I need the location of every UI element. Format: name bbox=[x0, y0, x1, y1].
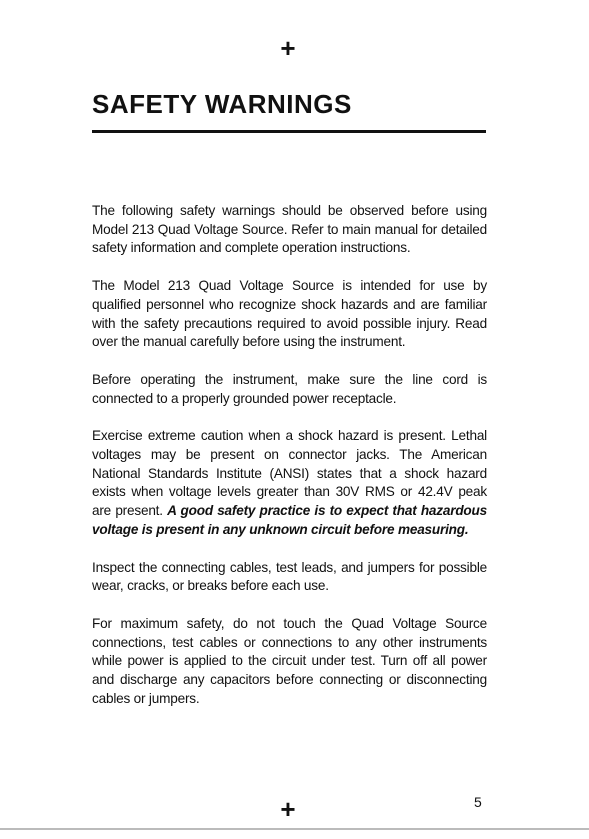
paragraph-qualified-personnel: The Model 213 Quad Voltage Source is intended for use by qualified personnel who recognize shock hazards and are familiar with the safety precautions required to avoid possible injury. Read over the manual carefully before using the instrument. bbox=[92, 278, 487, 350]
shock-hazard-text: Exercise extreme caution when a shock hazard is present. Lethal voltages may be present on connector jacks. The American National Standards Institute (ANSI) states that a shock hazard exists when voltage levels greater than 30V RMS or 42.4V peak are present. bbox=[92, 428, 487, 519]
scan-edge-line bbox=[0, 828, 589, 830]
paragraph-inspect-cables: Inspect the connecting cables, test leads, and jumpers for possible wear, cracks, or breaks before each use. bbox=[92, 559, 487, 594]
registration-mark-bottom: + bbox=[280, 794, 296, 824]
safety-practice-emphasis: A good safety practice is to expect that hazardous voltage is present in any unknown circuit before measuring. bbox=[92, 503, 487, 537]
page-title: SAFETY WARNINGS bbox=[92, 89, 352, 119]
paragraph-line-cord: Before operating the instrument, make sure the line cord is connected to a properly grounded power receptacle. bbox=[92, 371, 487, 406]
paragraph-maximum-safety: For maximum safety, do not touch the Quad Voltage Source connections, test cables or connections to any other instruments while power is applied to the circuit under test. Turn off all power and discharge any capacitors before connecting or disconnecting cables or jumpers. bbox=[92, 615, 487, 706]
registration-mark-top: + bbox=[280, 33, 296, 63]
paragraph-shock-hazard bbox=[92, 427, 487, 539]
title-underline bbox=[92, 130, 486, 133]
page-number: 5 bbox=[474, 794, 482, 810]
safety-warnings-body bbox=[92, 202, 487, 727]
paragraph-intro: The following safety warnings should be observed before using Model 213 Quad Voltage Source. Refer to main manual for detailed safety information and complete operation instructions. bbox=[92, 203, 487, 256]
